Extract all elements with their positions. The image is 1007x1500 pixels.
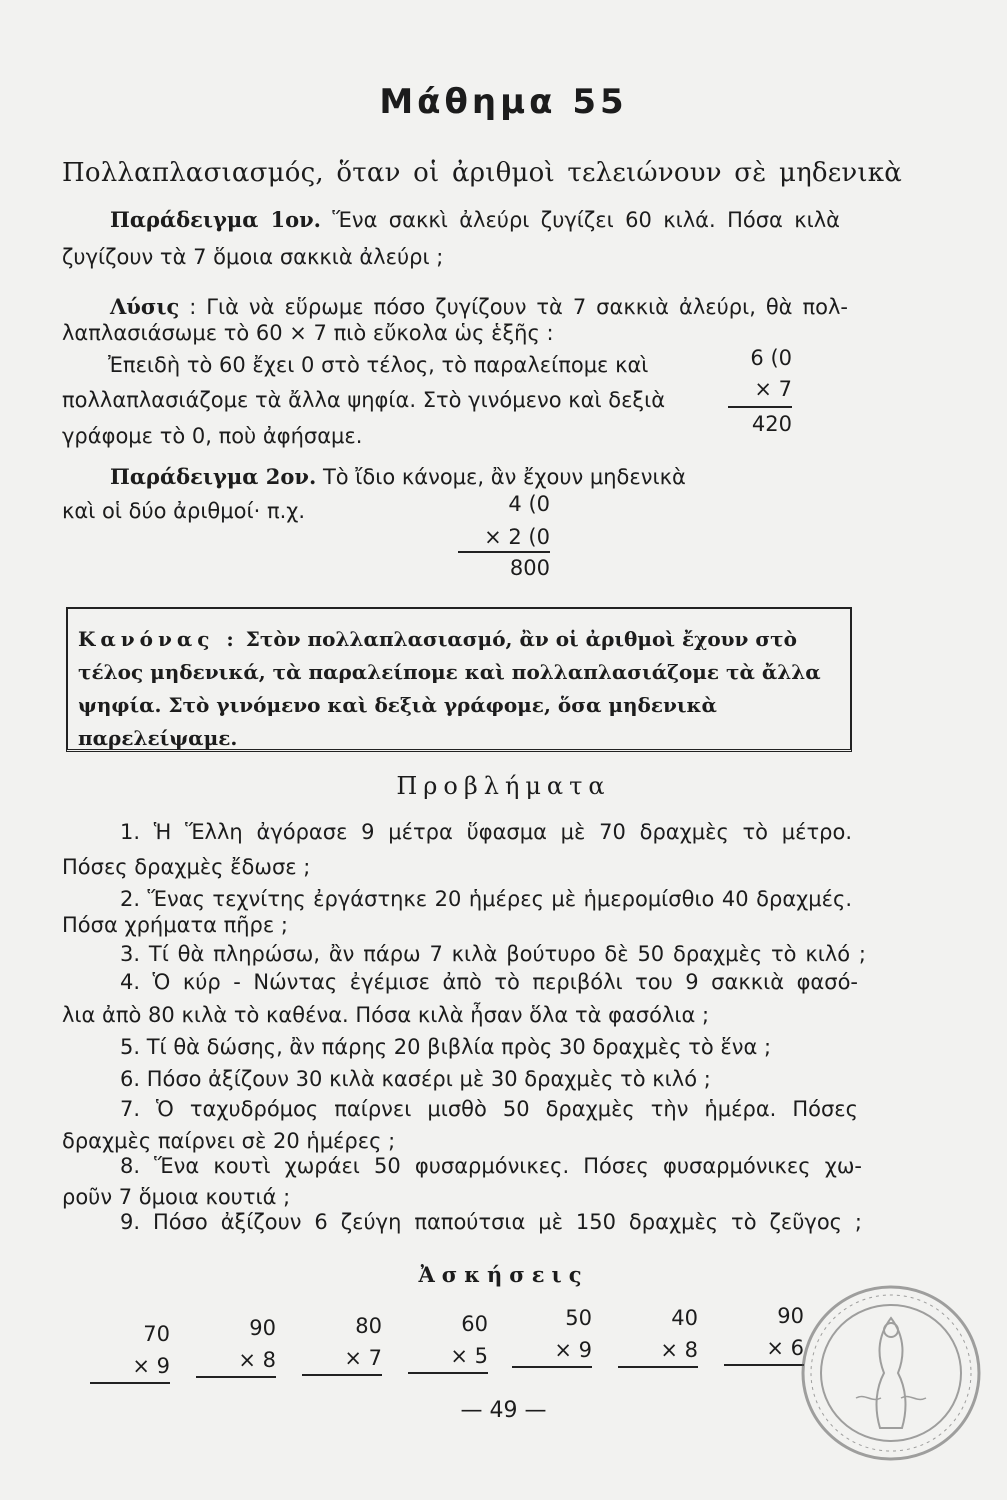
example2-text: Τὸ ἴδιο κάνομε, ἂν ἔχουν μηδενικὰ xyxy=(322,465,686,489)
rule-body: Στὸν πολλαπλασιασμό, ἂν οἱ ἀριθμοὶ ἔχουν στὸ τέλος μηδενικά, τὰ παραλείπομε καὶ πολλαπλασιάζομε τὰ ἄλλα ψηφία. Στὸ γινόμενο καὶ δεξιὰ γράφομε, ὅσα μηδενικὰ παρελείψαμε. xyxy=(78,627,821,750)
problem-line: 7. Ὁ ταχυδρόμος παίρνει μισθὸ 50 δραχμὲς τὴν ἡμέρα. Πόσες xyxy=(120,1097,858,1121)
problem-line: 2. Ἕνας τεχνίτης ἐργάστηκε 20 ἡμέρες μὲ ἡμερομίσθιο 40 δραχμές. xyxy=(120,887,852,911)
exercise-top: 90 xyxy=(777,1304,804,1328)
rule-box xyxy=(66,607,852,752)
example2-label: Παράδειγμα 2ον. xyxy=(110,464,317,489)
exercises-heading: Ἀσκήσεις xyxy=(418,1262,589,1287)
solution-text: : Γιὰ νὰ εὕρωμε πόσο ζυγίζουν τὰ 7 σακκιὰ ἀλεύρι, θὰ πολ- xyxy=(189,295,848,319)
solution-line4: πολλαπλασιάζομε τὰ ἄλλα ψηφία. Στὸ γινόμενο καὶ δεξιὰ xyxy=(62,388,666,412)
exercise-top: 40 xyxy=(671,1306,698,1330)
exercise-bottom: × 8 xyxy=(618,1334,698,1368)
calc1-result: 420 xyxy=(751,412,792,436)
problem-line: δραχμὲς παίρνει σὲ 20 ἡμέρες ; xyxy=(62,1129,396,1153)
problem-line: 4. Ὁ κύρ - Νώντας ἐγέμισε ἀπὸ τὸ περιβόλι του 9 σακκιὰ φασό- xyxy=(120,970,858,994)
exercise-bottom: × 9 xyxy=(512,1334,592,1368)
example1-line1 xyxy=(110,201,840,239)
exercise-item xyxy=(618,1302,698,1368)
problem-line: 9. Πόσο ἀξίζουν 6 ζεύγη παπούτσια μὲ 150 δραχμὲς τὸ ζεῦγος ; xyxy=(120,1210,862,1234)
exercise-item xyxy=(724,1300,804,1366)
problem-line: Πόσα χρήματα πῆρε ; xyxy=(62,913,288,937)
example1-text: Ἕνα σακκὶ ἀλεύρι ζυγίζει 60 κιλά. Πόσα κιλὰ xyxy=(332,208,840,232)
rule-text xyxy=(78,623,838,755)
exercise-top: 90 xyxy=(249,1316,276,1340)
exercise-item xyxy=(90,1318,170,1384)
calc2-result: 800 xyxy=(509,556,550,580)
calc1-multiplier: × 7 xyxy=(754,377,792,401)
calc2-multiplier: × 2 (0 xyxy=(484,525,550,549)
problem-line: 3. Τί θὰ πληρώσω, ἂν πάρω 7 κιλὰ βούτυρο δὲ 50 δραχμὲς τὸ κιλό ; xyxy=(120,942,866,966)
problem-line: 1. Ἡ Ἕλλη ἀγόρασε 9 μέτρα ὕφασμα μὲ 70 δραχμὲς τὸ μέτρο. xyxy=(120,820,852,844)
exercise-item xyxy=(196,1312,276,1378)
solution-line5: γράφομε τὸ 0, ποὺ ἀφήσαμε. xyxy=(62,424,363,448)
exercise-top: 80 xyxy=(355,1314,382,1338)
lesson-subtitle: Πολλαπλασιασμός, ὅταν οἱ ἀριθμοὶ τελειώνουν σὲ μηδενικὰ xyxy=(62,158,902,188)
exercise-bottom: × 6 xyxy=(724,1332,804,1366)
solution-line3: Ἐπειδὴ τὸ 60 ἔχει 0 στὸ τέλος, τὸ παραλείπομε καὶ xyxy=(108,353,649,377)
problem-line: ροῦν 7 ὅμοια κουτιά ; xyxy=(62,1185,291,1209)
problem-line: 6. Πόσο ἀξίζουν 30 κιλὰ κασέρι μὲ 30 δραχμὲς τὸ κιλό ; xyxy=(120,1067,711,1091)
exercise-bottom: × 5 xyxy=(408,1340,488,1374)
exercise-item xyxy=(302,1310,382,1376)
lesson-title: Μάθημα 55 xyxy=(379,82,628,122)
example2-line1 xyxy=(110,458,686,496)
problems-heading: Προβλήματα xyxy=(396,772,611,800)
problem-line: 8. Ἕνα κουτὶ χωράει 50 φυσαρμόνικες. Πόσες φυσαρμόνικες χω- xyxy=(120,1154,862,1178)
calc2-top: 4 (0 xyxy=(508,492,550,516)
example1-line2: ζυγίζουν τὰ 7 ὅμοια σακκιὰ ἀλεύρι ; xyxy=(62,245,444,269)
exercise-item xyxy=(512,1302,592,1368)
rule-label: Κανόνας : xyxy=(78,627,239,651)
exercise-top: 70 xyxy=(143,1322,170,1346)
exercise-bottom: × 8 xyxy=(196,1344,276,1378)
problem-line: Πόσες δραχμὲς ἔδωσε ; xyxy=(62,855,311,879)
exercise-item xyxy=(408,1308,488,1374)
example1-label: Παράδειγμα 1ον. xyxy=(110,207,321,232)
problem-line: λια ἀπὸ 80 κιλὰ τὸ καθένα. Πόσα κιλὰ ἦσαν ὅλα τὰ φασόλια ; xyxy=(62,1003,710,1027)
calc1-line xyxy=(728,406,792,408)
example2-line2: καὶ οἱ δύο ἀριθμοί· π.χ. xyxy=(62,499,306,523)
exercise-top: 50 xyxy=(565,1306,592,1330)
problem-line: 5. Τί θὰ δώσης, ἂν πάρης 20 βιβλία πρὸς 30 δραχμὲς τὸ ἕνα ; xyxy=(120,1035,772,1059)
solution-label: Λύσις xyxy=(110,294,180,319)
page-number: — 49 — xyxy=(460,1398,547,1423)
exercise-bottom: × 7 xyxy=(302,1342,382,1376)
exercise-top: 60 xyxy=(461,1312,488,1336)
calc2-line xyxy=(458,551,550,553)
solution-line2: λαπλασιάσωμε τὸ 60 × 7 πιὸ εὔκολα ὡς ἑξῆς : xyxy=(62,321,554,345)
calc1-top: 6 (0 xyxy=(750,346,792,370)
library-stamp-icon xyxy=(796,1278,986,1468)
exercise-bottom: × 9 xyxy=(90,1350,170,1384)
